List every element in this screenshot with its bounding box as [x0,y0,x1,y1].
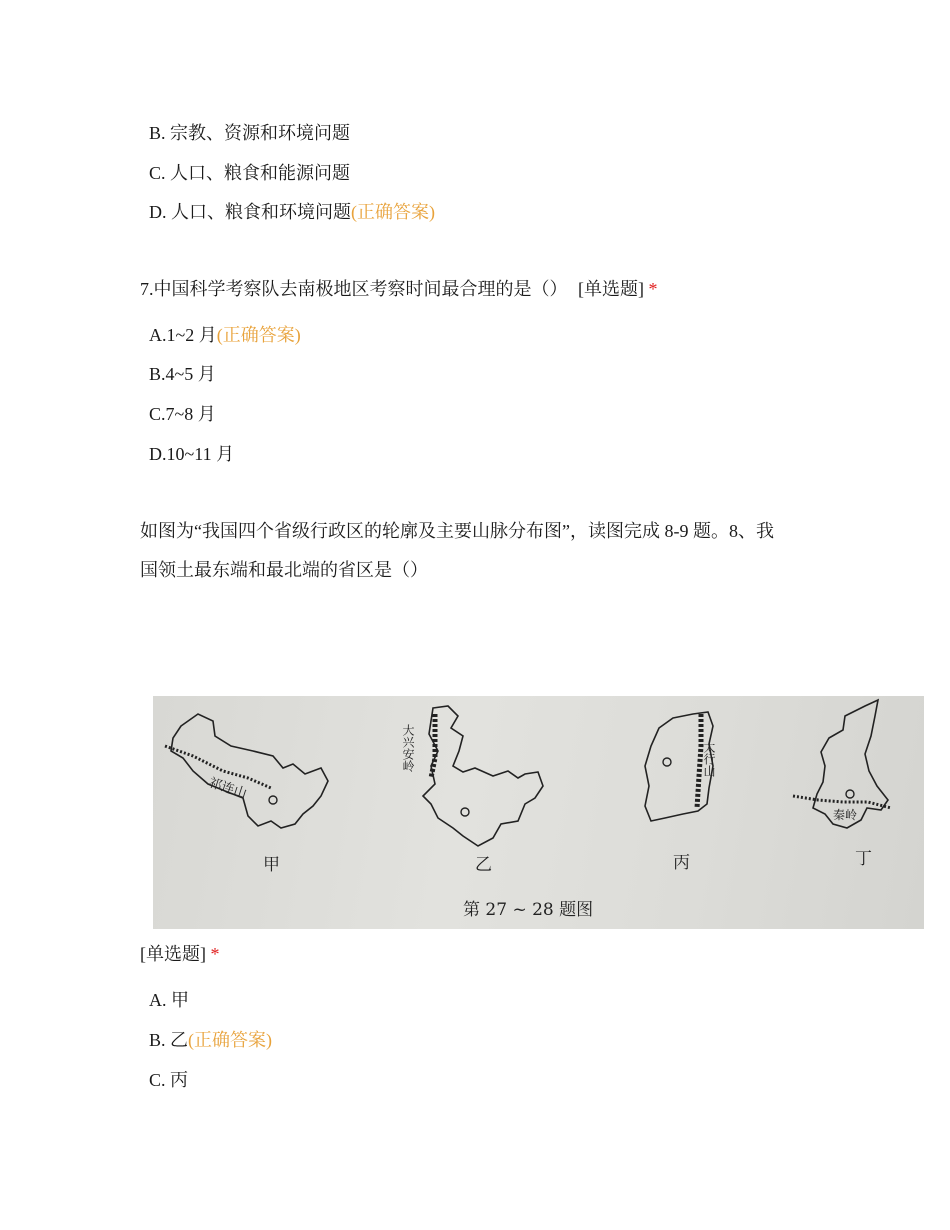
taihang-mountain-line [697,714,701,808]
qinling-label: 秦岭 [833,808,858,822]
correct-answer-tag: (正确答案) [351,202,435,222]
option-q7-b[interactable] [149,362,216,386]
option-q6-c[interactable] [149,161,350,185]
capital-dot-jia [269,796,277,804]
option-text: D. 人口、粮食和环境问题 [149,202,351,222]
map-drawing [153,696,924,929]
option-text: D.10~11 月 [149,444,235,464]
option-q6-b[interactable] [149,121,350,145]
option-text: B.4~5 月 [149,364,216,384]
capital-dot-ding [846,790,854,798]
question-8-intro-line1: 如图为“我国四个省级行政区的轮廓及主要山脉分布图”，读图完成 8-9 题。8、我 [140,521,774,541]
capital-dot-bing [663,758,671,766]
option-q8-b[interactable] [149,1028,272,1052]
option-text: C.7~8 月 [149,404,216,424]
option-text: A.1~2 月 [149,325,217,345]
qinling-mountain-line [793,796,891,808]
capital-dot-yi [461,808,469,816]
correct-answer-tag: (正确答案) [188,1030,273,1050]
qilian-label: 祁连山 [206,775,249,802]
question-type: [单选题] [140,944,206,964]
label-yi: 乙 [475,855,492,875]
option-q7-c[interactable] [149,402,216,426]
question-7-title [140,277,658,301]
taihang-label: 太行山 [702,741,716,777]
required-marker: * [210,944,220,964]
question-8-intro-line2: 国领土最东端和最北端的省区是（） [140,560,428,580]
province-yi-outline [423,706,543,846]
option-q8-a[interactable] [149,988,189,1012]
figure-caption: 第 27 ~ 28 题图 [463,900,594,920]
option-text: C. 丙 [149,1070,189,1090]
question-text: 7.中国科学考察队去南极地区考察时间最合理的是（） [140,279,568,299]
province-mountain-map-figure [153,696,924,929]
label-bing: 丙 [673,853,690,873]
question-8-type-line [140,942,220,966]
option-q8-c[interactable] [149,1068,188,1092]
option-q6-d[interactable] [149,200,435,224]
option-text: B. 乙 [149,1030,189,1050]
option-text: B. 宗教、资源和环境问题 [149,123,351,143]
label-jia: 甲 [263,855,280,875]
correct-answer-tag: (正确答案) [216,325,301,345]
required-marker: * [648,279,658,299]
province-jia-outline [171,714,328,828]
option-q7-d[interactable] [149,442,234,466]
daxinganling-label: 大兴安岭 [401,724,415,772]
label-ding: 丁 [855,849,872,869]
option-q7-a[interactable] [149,323,301,347]
option-text: A. 甲 [149,990,189,1010]
option-text: C. 人口、粮食和能源问题 [149,163,351,183]
question-type: [单选题] [578,279,644,299]
